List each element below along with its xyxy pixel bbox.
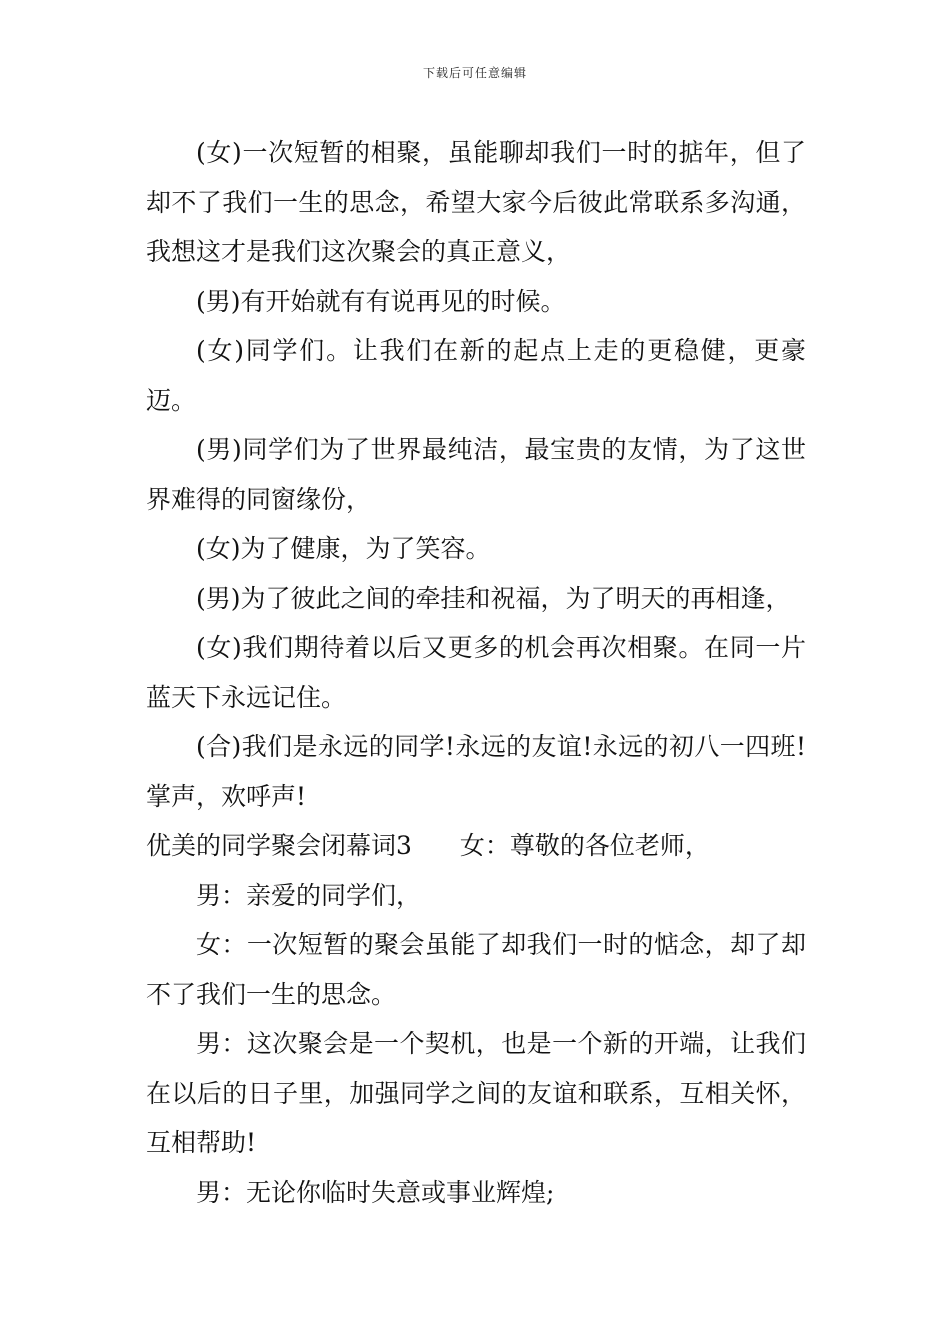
- paragraph: (男)同学们为了世界最纯洁，最宝贵的友情，为了这世界难得的同窗缘份，: [146, 435, 806, 514]
- paragraph: 女：一次短暂的聚会虽能了却我们一时的惦念，却了却不了我们一生的思念。: [146, 930, 806, 1009]
- section-first-line: 女：尊敬的各位老师，: [459, 831, 710, 860]
- section-heading-line: [146, 821, 806, 871]
- paragraph: (女)我们期待着以后又更多的机会再次相聚。在同一片蓝天下永远记住。: [146, 633, 806, 712]
- paragraph: (女)为了健康，为了笑容。: [196, 534, 491, 563]
- page-header: 下载后可任意编辑: [422, 66, 527, 80]
- paragraph: (女)一次短暂的相聚，虽能聊却我们一时的掂年，但了却不了我们一生的思念，希望大家今后彼此常联系多沟通，我想这才是我们这次聚会的真正意义，: [146, 138, 806, 266]
- paragraph: 男：亲爱的同学们，: [196, 880, 422, 910]
- paragraph: (男)有开始就有有说再见的时候。: [196, 286, 566, 316]
- paragraph: (女)同学们。让我们在新的起点上走的更稳健，更豪迈。: [146, 336, 806, 415]
- paragraph: (男)为了彼此之间的牵挂和祝福，为了明天的再相逢，: [196, 583, 791, 613]
- document-body: [146, 128, 806, 1217]
- paragraph: 男：无论你临时失意或事业辉煌;: [196, 1177, 555, 1207]
- section-title: 优美的同学聚会闭幕词3: [146, 831, 412, 860]
- paragraph: (合)我们是永远的同学!永远的友谊!永远的初八一四班!掌声，欢呼声!: [146, 732, 806, 811]
- paragraph: 男：这次聚会是一个契机，也是一个新的开端，让我们在以后的日子里，加强同学之间的友谊和联系，互相关怀，互相帮助!: [146, 1029, 806, 1157]
